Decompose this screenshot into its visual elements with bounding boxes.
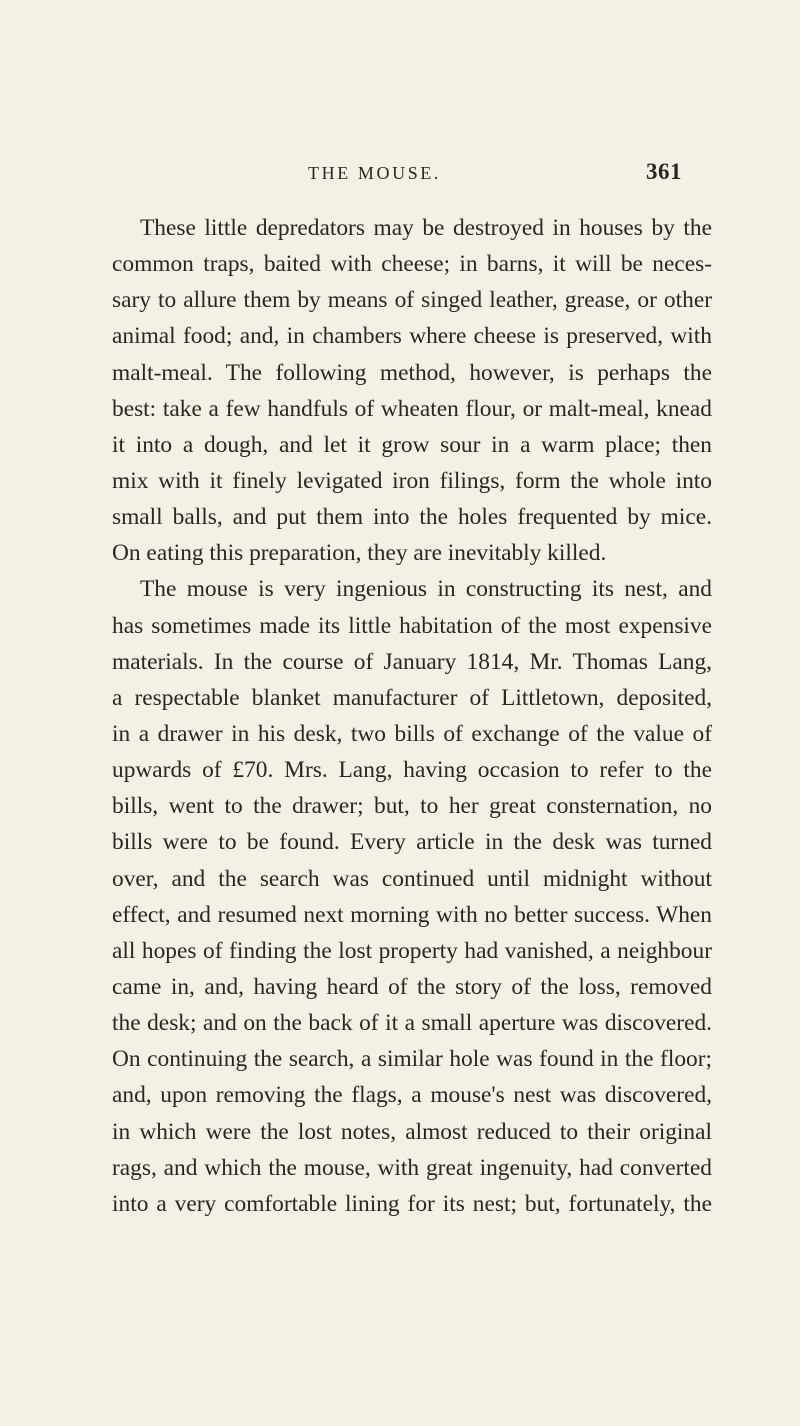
running-head	[0, 159, 800, 193]
text-line: best: take a few handfuls of wheaten flour, or malt-meal, knead	[112, 395, 712, 422]
text-line: rags, and which the mouse, with great ingenuity, had converted	[112, 1154, 712, 1181]
text-line: in a drawer in his desk, two bills of exchange of the value of	[112, 720, 712, 747]
running-title: THE MOUSE.	[308, 163, 441, 183]
text-line: sary to allure them by means of singed leather, grease, or other	[112, 287, 712, 314]
text-line: a respectable blanket manufacturer of Littletown, deposited,	[112, 684, 712, 711]
text-line: has sometimes made its little habitation of the most expensive	[112, 612, 712, 639]
text-line: bills, went to the drawer; but, to her great consternation, no	[112, 793, 712, 820]
text-line: mix with it finely levigated iron filings, form the whole into	[112, 467, 712, 494]
text-line: and, upon removing the flags, a mouse's nest was discovered,	[112, 1082, 712, 1109]
text-line: These little depredators may be destroyed in houses by the	[140, 215, 712, 241]
text-line: all hopes of finding the lost property had vanished, a neighbour	[112, 937, 712, 964]
text-line: On continuing the search, a similar hole was found in the floor;	[112, 1046, 712, 1073]
page-number: 361	[646, 159, 682, 184]
text-line: animal food; and, in chambers where cheese is preserved, with	[112, 323, 712, 350]
text-line: in which were the lost notes, almost reduced to their original	[112, 1118, 712, 1145]
text-line: upwards of £70. Mrs. Lang, having occasion to refer to the	[112, 757, 712, 784]
body-text	[112, 210, 712, 1222]
text-line: On eating this preparation, they are inevitably killed.	[112, 540, 607, 567]
text-line: came in, and, having heard of the story of the loss, removed	[112, 973, 712, 1000]
text-line: bills were to be found. Every article in the desk was turned	[112, 829, 712, 856]
text-line: into a very comfortable lining for its nest; but, fortunately, the	[112, 1190, 712, 1217]
text-line: common traps, baited with cheese; in barns, it will be neces-	[112, 251, 712, 278]
text-line: effect, and resumed next morning with no better success. When	[112, 901, 712, 928]
text-line: it into a dough, and let it grow sour in a warm place; then	[112, 431, 712, 458]
text-line: small balls, and put them into the holes frequented by mice.	[112, 504, 712, 531]
text-line: over, and the search was continued until midnight without	[112, 865, 712, 892]
text-line: malt-meal. The following method, however, is perhaps the	[112, 359, 712, 386]
text-line: The mouse is very ingenious in constructing its nest, and	[140, 576, 712, 603]
text-line: materials. In the course of January 1814, Mr. Thomas Lang,	[112, 648, 712, 675]
text-line: the desk; and on the back of it a small aperture was discovered.	[112, 1010, 712, 1037]
